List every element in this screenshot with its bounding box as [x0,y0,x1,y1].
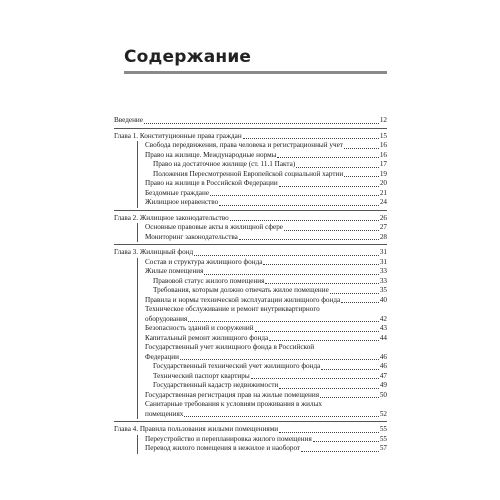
toc-page-number: 33 [379,276,387,285]
toc-entry-title: Техническое обслуживание и ремонт внутриквартирного [145,305,320,313]
toc-entry[interactable] [145,189,387,199]
toc-entry-title: Положения Пересмотренной Европейской социальной хартии [153,169,344,178]
dot-leader [263,264,378,265]
toc-page-number: 52 [379,409,387,418]
toc-entry-title-continued: Федерации [145,352,179,361]
toc-entry-title: Бездомные граждане [145,188,210,197]
toc-page-number: 27 [379,223,387,231]
toc-page-number: 21 [379,188,387,197]
toc-page-number: 40 [379,295,387,304]
toc-entry[interactable] [145,258,387,268]
dot-leader [320,397,379,398]
chapter-separator [114,244,387,245]
chapter-separator [114,210,387,211]
dot-leader [296,167,379,168]
toc-page-number: 44 [379,333,387,342]
chapter-separator [114,421,387,422]
toc-page-number: 43 [379,324,387,332]
dot-leader [204,274,378,275]
toc-entry[interactable] [145,343,387,362]
toc-entry[interactable] [153,381,387,391]
toc-page-number: 31 [379,257,387,266]
toc-entry[interactable] [145,435,387,445]
toc-entry[interactable] [114,248,387,258]
toc-page-number: 46 [379,352,387,361]
toc-entry[interactable] [153,286,387,296]
toc-entry[interactable] [145,141,387,151]
toc-entry-line [145,353,387,363]
toc-entry-title: Состав и структура жилищного фонда [145,257,263,266]
toc-entry-title: Право на жилище в Российской Федерации [145,179,278,187]
toc-entry-title: Государственный кадастр недвижимости [153,381,279,389]
toc-entry-title: Жилищное неравенство [145,198,219,206]
toc-entry[interactable] [153,160,387,170]
toc-entry-title: Свобода передвижения, права человека и регистрационный учет [145,141,343,149]
toc-entry-title: Жилые помещения [145,267,204,275]
toc-page-number: 50 [379,390,387,399]
dot-leader [344,176,379,177]
dot-leader [184,416,378,417]
dot-leader [344,148,379,149]
toc-page-number: 47 [379,371,387,380]
toc-entry-title: Глава 4. Правила пользования жилыми помещениями [114,425,279,433]
dot-leader [265,283,378,284]
toc-entry[interactable] [145,305,387,324]
toc-entry-title: Глава 3. Жилищный фонд [114,248,194,256]
toc-page-number: 33 [379,267,387,275]
toc-entry[interactable] [145,151,387,161]
toc-entry[interactable] [145,296,387,306]
toc-entry-title: Мониторинг законодательства [145,232,238,241]
dot-leader [284,230,379,231]
dot-leader [255,331,379,332]
toc-entry-line [145,410,387,420]
toc-page-number: 57 [379,444,387,452]
chapter-bracket-line [137,141,138,208]
dot-leader [144,123,379,124]
toc-entry-title: Государственный технический учет жилищного фонда [153,362,321,370]
toc-entry-title: Технический паспорт квартиры [153,371,250,380]
toc-page-number: 55 [379,425,387,433]
chapter-separator [114,128,387,129]
toc-entry[interactable] [153,170,387,180]
toc-page-number: 55 [379,434,387,443]
toc-entry-title: Глава 1. Конституционные права граждан [114,131,242,140]
dot-leader [330,293,379,294]
dot-leader [180,359,379,360]
dot-leader [210,195,379,196]
toc-entry-title-continued: помещениях [145,409,184,418]
dot-leader [341,302,379,303]
dot-leader [277,157,378,158]
toc-entry-title: Безопасность зданий и сооружений [145,324,254,332]
dot-leader [301,451,379,452]
toc-entry[interactable] [145,334,387,344]
dot-leader [194,255,379,256]
dot-leader [243,138,379,139]
toc-entry-line [145,315,387,325]
toc-entry[interactable] [114,116,387,126]
toc-entry-title: Переустройство и перепланировка жилого помещения [145,434,312,443]
dot-leader [269,340,379,341]
dot-leader [251,378,379,379]
toc-entry-title: Право на жилище. Международные нормы [145,150,277,159]
toc-entry-title: Введение [114,116,143,124]
dot-leader [279,388,378,389]
chapter-bracket-line [137,223,138,242]
toc-entry-title: Государственный учет жилищного фонда в Российской [145,343,315,351]
toc-page-number: 20 [379,179,387,187]
toc-page-number: 26 [379,213,387,222]
toc-entry[interactable] [145,198,387,208]
toc-page-number: 12 [379,116,387,124]
toc-entry[interactable] [153,277,387,287]
toc-entry[interactable] [145,324,387,334]
toc-entry-title: Перевод жилого помещения в нежилое и наоборот [145,444,301,452]
toc-entry[interactable] [153,362,387,372]
toc-entry[interactable] [145,267,387,277]
chapter-bracket-line [137,258,138,420]
dot-leader [279,186,379,187]
toc-entry[interactable] [145,391,387,401]
toc-page-number: 17 [379,160,387,168]
dot-leader [239,239,379,240]
toc-entry-title: Санитарные требования к условиям проживания в жилых [145,400,323,408]
toc-page-number: 19 [379,169,387,178]
toc-entry-title: Основные правовые акты в жилищной сфере [145,223,283,231]
toc-entry[interactable] [153,372,387,382]
toc-entry-title: Правила и нормы технической эксплуатации жилищного фонда [145,295,341,304]
toc-page-number: 35 [379,286,387,294]
toc-entry[interactable] [145,233,387,243]
toc-page-number: 28 [379,232,387,241]
page-title: Содержание [124,47,252,67]
dot-leader [321,369,378,370]
toc-page-number: 24 [379,198,387,206]
toc-page-number: 46 [379,362,387,370]
toc-entry-title: Правовой статус жилого помещения [153,276,265,285]
toc-entry-title: Право на достаточное жилище (ст. 11.1 Пакта) [153,160,296,168]
toc-entry-title: Глава 2. Жилищное законодательство [114,213,229,222]
dot-leader [219,205,379,206]
toc-entry[interactable] [145,400,387,419]
dot-leader [230,220,379,221]
toc-entry-title: Государственная регистрация прав на жилые помещения [145,390,320,399]
toc-page-number: 31 [379,248,387,256]
toc-entry[interactable] [145,179,387,189]
toc-page-number: 15 [379,131,387,140]
toc-entry-title-continued: оборудования [145,314,188,323]
dot-leader [279,432,379,433]
toc-entry-title: Капитальный ремонт жилищного фонда [145,333,269,342]
dot-leader [313,441,379,442]
toc-entry[interactable] [145,444,387,454]
toc-page-number: 16 [379,141,387,149]
toc-page-number: 16 [379,150,387,159]
toc-page-number: 42 [379,314,387,323]
toc-page-number: 49 [379,381,387,389]
dot-leader [188,321,379,322]
toc-entry[interactable] [114,425,387,435]
toc-entry-title: Требования, которым должно отвечать жилое помещение [153,286,329,294]
toc-entry[interactable] [145,223,387,233]
toc-entry[interactable] [114,214,387,224]
chapter-bracket-line [137,435,138,454]
toc-entry[interactable] [114,132,387,142]
